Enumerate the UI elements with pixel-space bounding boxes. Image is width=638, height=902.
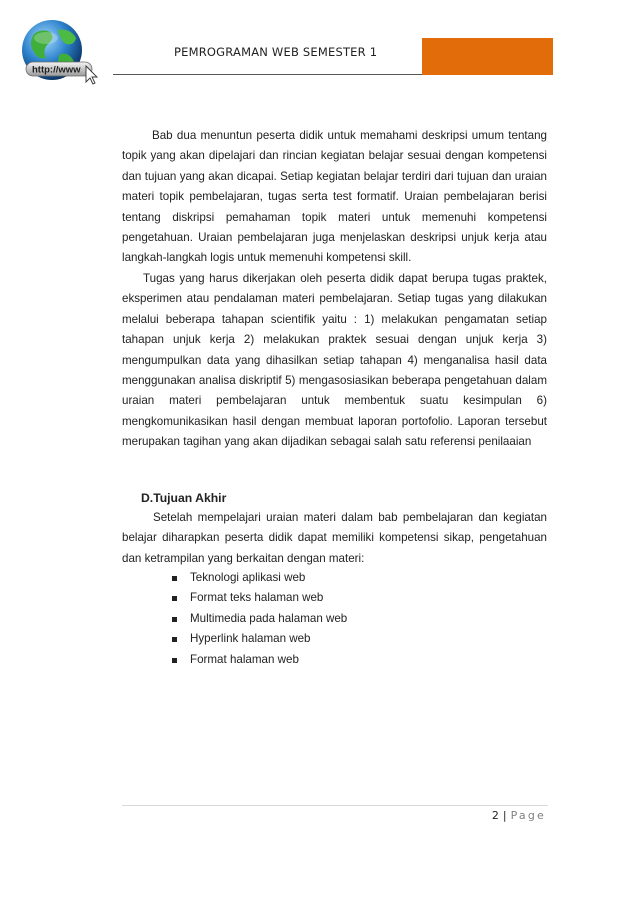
list-item-label: Format halaman web xyxy=(190,652,299,666)
list-item xyxy=(170,609,347,629)
page-footer xyxy=(492,809,546,822)
task-paragraph: Tugas yang harus dikerjakan oleh peserta didik dapat berupa tugas praktek, eksperimen atau pendalaman materi pembelajaran. Setiap tugas yang dilakukan melalui beberapa tahapan scientifik yaitu : 1) melakukan pengamatan setiap tahapan unjuk kerja 2) melakukan praktek sesuai dengan unjuk kerja 3) mengumpulkan data yang dihasilkan setiap tahapan 4) menganalisa hasil data menggunakan analisa diskriptif 5) mengasosiasikan beberapa pengetahuan dalam uraian materi pembelajaran untuk membentuk suatu kesimpulan 6) mengkomunikasikan hasil dengan membuat laporan portofolio. Laporan tersebut merupakan tagihan yang akan dijadikan sebagai salah satu referensi penilaaian xyxy=(122,272,547,449)
globe-logo-icon xyxy=(12,16,104,86)
bullet-square-icon xyxy=(172,658,177,663)
list-item-label: Format teks halaman web xyxy=(190,591,324,605)
logo-text: http://www xyxy=(32,64,81,76)
header-title: PEMROGRAMAN WEB SEMESTER 1 xyxy=(174,45,378,59)
page-number: 2 xyxy=(491,809,499,822)
list-item xyxy=(170,588,347,608)
section-heading: D.Tujuan Akhir xyxy=(141,491,227,505)
page-label: Page xyxy=(510,809,546,822)
footer-separator: | xyxy=(502,809,507,822)
intro-paragraph: Bab dua menuntun peserta didik untuk memahami deskripsi umum tentang topik yang akan dipelajari dan rincian kegiatan belajar sesuai dengan kompetensi dan tujuan yang akan dicapai. Setiap kegiatan belajar terdiri dari tujuan dan uraian materi topik pembelajaran, tugas serta test formatif. Uraian pembelajaran berisi tentang diskripsi pemahaman topik materi untuk memenuhi kompetensi pengetahuan. Uraian pembelajaran juga menjelaskan deskripsi unjuk kerja atau langkah-langkah logis untuk memenuhi kompetensi skill. xyxy=(122,129,547,265)
footer-divider xyxy=(122,805,548,806)
list-item xyxy=(170,629,347,649)
objective-paragraph: Setelah mempelajari uraian materi dalam bab pembelajaran dan kegiatan belajar diharapkan peserta didik dapat memiliki kompetensi sikap, pengetahuan dan ketrampilan yang berkaitan dengan materi: xyxy=(122,511,547,565)
competency-list xyxy=(170,568,347,670)
list-item xyxy=(170,650,347,670)
bullet-square-icon xyxy=(172,576,177,581)
bullet-square-icon xyxy=(172,596,177,601)
bullet-square-icon xyxy=(172,637,177,642)
list-item-label: Hyperlink halaman web xyxy=(190,632,311,646)
header-divider xyxy=(113,74,423,75)
list-item-label: Teknologi aplikasi web xyxy=(190,571,306,584)
list-item xyxy=(170,568,347,588)
header-accent-block xyxy=(422,38,553,75)
list-item-label: Multimedia pada halaman web xyxy=(190,611,348,625)
bullet-square-icon xyxy=(172,617,177,622)
